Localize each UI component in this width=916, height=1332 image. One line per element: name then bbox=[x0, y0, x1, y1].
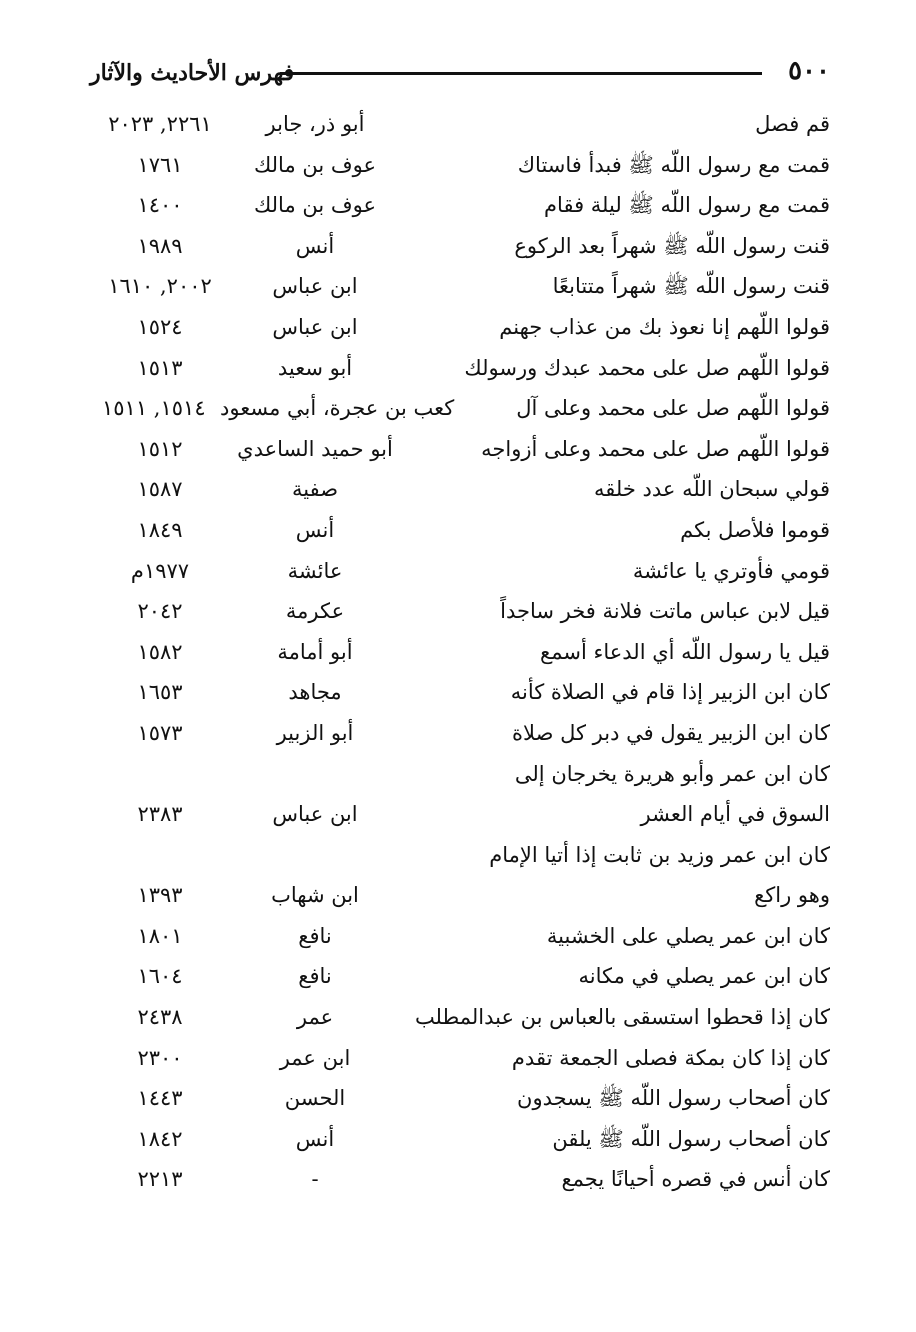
narrator: كعب بن عجرة، أبي مسعود bbox=[220, 396, 455, 421]
hadith-numbers: ١٥١٣ bbox=[137, 355, 183, 380]
narrator: ابن شهاب bbox=[271, 883, 359, 908]
narrator: ابن عباس bbox=[272, 274, 358, 299]
hadith-numbers: ٢٢٦١, ٢٠٢٣ bbox=[108, 112, 212, 136]
index-entry bbox=[90, 226, 830, 267]
hadith-numbers: ١٤٤٣ bbox=[137, 1086, 183, 1111]
narrator: ابن عباس bbox=[272, 314, 358, 339]
hadith-numbers: ١٥٨٧ bbox=[137, 477, 183, 502]
index-entry bbox=[90, 145, 830, 186]
hadith-text: قيل لابن عباس ماتت فلانة فخر ساجداً bbox=[500, 599, 830, 624]
hadith-numbers: ٢٤٣٨ bbox=[137, 1005, 183, 1030]
index-title: فهرس الأحاديث والآثار bbox=[90, 60, 295, 86]
narrator: ابن عباس bbox=[272, 802, 358, 827]
hadith-text: قولوا اللّهم صل على محمد وعلى أزواجه bbox=[481, 436, 830, 461]
hadith-text-line-2: السوق في أيام العشر bbox=[640, 801, 830, 826]
narrator: أنس bbox=[295, 233, 335, 258]
narrator: الحسن bbox=[284, 1086, 346, 1111]
hadith-numbers: ١٥١٢ bbox=[137, 436, 183, 461]
index-entry bbox=[90, 388, 830, 429]
hadith-text: قومي فأوتري يا عائشة bbox=[632, 558, 830, 583]
hadith-text: قولوا اللّهم صل على محمد وعلى آل bbox=[516, 396, 830, 421]
index-entry bbox=[90, 307, 830, 348]
index-entry bbox=[90, 1078, 830, 1119]
hadith-numbers: ١٧٦١ bbox=[137, 152, 183, 177]
hadith-text: كان ابن عمر يصلي على الخشبية bbox=[546, 923, 830, 948]
narrator: عمر bbox=[296, 1005, 334, 1030]
narrator: عوف بن مالك bbox=[253, 152, 377, 177]
hadith-text: قم فصل bbox=[755, 112, 830, 136]
hadith-text: كان ابن الزبير يقول في دبر كل صلاة bbox=[512, 720, 830, 745]
narrator: أبو سعيد bbox=[277, 355, 353, 380]
hadith-numbers: ١٣٩٣ bbox=[137, 883, 183, 908]
hadith-numbers: ٢٠٠٢, ١٦١٠ bbox=[108, 274, 212, 299]
index-entry bbox=[90, 104, 830, 145]
narrator: صفية bbox=[291, 477, 339, 502]
index-entry bbox=[90, 510, 830, 551]
index-entry bbox=[90, 1038, 830, 1079]
narrator: نافع bbox=[298, 964, 332, 989]
hadith-numbers: ١٨٠١ bbox=[137, 923, 183, 948]
index-entry bbox=[90, 429, 830, 470]
index-entry bbox=[90, 713, 830, 754]
hadith-numbers: ٢٣٠٠ bbox=[137, 1045, 183, 1070]
hadith-text: قنت رسول اللّه ﷺ شهراً متتابعًا bbox=[552, 274, 830, 299]
hadith-text bbox=[515, 754, 830, 834]
index-entry bbox=[90, 754, 830, 835]
hadith-text: قولي سبحان اللّه عدد خلقه bbox=[594, 477, 830, 502]
hadith-text: قيل يا رسول اللّه أي الدعاء أسمع bbox=[540, 639, 830, 664]
narrator: أنس bbox=[295, 1126, 335, 1151]
hadith-numbers: ١٩٨٩ bbox=[137, 233, 183, 258]
hadith-text bbox=[489, 835, 830, 915]
hadith-numbers: ١٤٠٠ bbox=[137, 193, 183, 218]
hadith-numbers: ٢٣٨٣ bbox=[137, 802, 183, 827]
hadith-numbers: ٢٢١٣ bbox=[137, 1167, 183, 1192]
hadith-text: قولوا اللّهم صل على محمد عبدك ورسولك bbox=[464, 355, 830, 380]
hadith-text-line-1: كان ابن عمر وأبو هريرة يخرجان إلى bbox=[514, 761, 830, 786]
hadith-text-line-1: كان ابن عمر وزيد بن ثابت إذا أتيا الإمام bbox=[489, 842, 830, 867]
hadith-numbers: ١٨٤٩ bbox=[137, 517, 183, 542]
hadith-numbers: ١٥٧٣ bbox=[137, 720, 183, 745]
index-entry bbox=[90, 591, 830, 632]
index-entry bbox=[90, 266, 830, 307]
hadith-text: قولوا اللّهم إنا نعوذ بك من عذاب جهنم bbox=[499, 314, 830, 339]
narrator: عائشة bbox=[287, 558, 343, 583]
narrator: مجاهد bbox=[288, 680, 342, 705]
narrator: عكرمة bbox=[285, 599, 345, 624]
hadith-text: كان أصحاب رسول اللّه ﷺ يسجدون bbox=[517, 1086, 830, 1111]
narrator: ابن عمر bbox=[279, 1045, 351, 1070]
hadith-numbers: ١٥٢٤ bbox=[137, 314, 183, 339]
index-entry bbox=[90, 469, 830, 510]
index-entry bbox=[90, 672, 830, 713]
index-entry bbox=[90, 1119, 830, 1160]
index-entry bbox=[90, 348, 830, 389]
hadith-text: كان إذا قحطوا استسقى بالعباس بن عبدالمطلب bbox=[414, 1005, 830, 1030]
hadith-text: كان ابن عمر يصلي في مكانه bbox=[578, 964, 830, 989]
narrator: أبو أمامة bbox=[277, 639, 353, 664]
index-entries bbox=[90, 104, 830, 1200]
index-entry bbox=[90, 916, 830, 957]
index-entry bbox=[90, 551, 830, 592]
hadith-text: كان أنس في قصره أحيانًا يجمع bbox=[561, 1167, 830, 1192]
narrator: - bbox=[311, 1167, 319, 1192]
index-entry bbox=[90, 185, 830, 226]
narrator: أبو حميد الساعدي bbox=[237, 436, 393, 461]
narrator: أنس bbox=[295, 517, 335, 542]
hadith-numbers: ١٦٥٣ bbox=[137, 680, 183, 705]
index-entry bbox=[90, 956, 830, 997]
hadith-text: قمت مع رسول اللّه ﷺ فبدأ فاستاك bbox=[517, 152, 830, 177]
hadith-text: قنت رسول اللّه ﷺ شهراً بعد الركوع bbox=[514, 233, 830, 258]
index-entry bbox=[90, 997, 830, 1038]
hadith-text: كان ابن الزبير إذا قام في الصلاة كأنه bbox=[510, 680, 830, 705]
hadith-text: كان أصحاب رسول اللّه ﷺ يلقن bbox=[552, 1126, 830, 1151]
hadith-numbers: ١٦٠٤ bbox=[137, 964, 183, 989]
narrator: عوف بن مالك bbox=[253, 193, 377, 218]
page-header bbox=[90, 54, 830, 98]
hadith-text: قمت مع رسول اللّه ﷺ ليلة فقام bbox=[544, 193, 830, 218]
hadith-numbers: ١٥١٤, ١٥١١ bbox=[102, 396, 206, 421]
header-rule bbox=[280, 72, 762, 75]
index-entry bbox=[90, 632, 830, 673]
hadith-text: كان إذا كان بمكة فصلى الجمعة تقدم bbox=[511, 1045, 830, 1070]
hadith-numbers: ١٩٧٧م bbox=[130, 558, 190, 583]
index-entry bbox=[90, 1159, 830, 1200]
hadith-numbers: ١٨٤٢ bbox=[137, 1126, 183, 1151]
narrator: أبو الزبير bbox=[276, 720, 354, 745]
hadith-numbers: ١٥٨٢ bbox=[137, 639, 183, 664]
hadith-numbers: ٢٠٤٢ bbox=[137, 599, 183, 624]
index-entry bbox=[90, 835, 830, 916]
page-number: ٥٠٠ bbox=[788, 56, 830, 86]
narrator: أبو ذر، جابر bbox=[265, 112, 365, 136]
hadith-text-line-2: وهو راكع bbox=[754, 882, 830, 907]
hadith-text: قوموا فلأصل بكم bbox=[680, 517, 830, 542]
narrator: نافع bbox=[298, 923, 332, 948]
